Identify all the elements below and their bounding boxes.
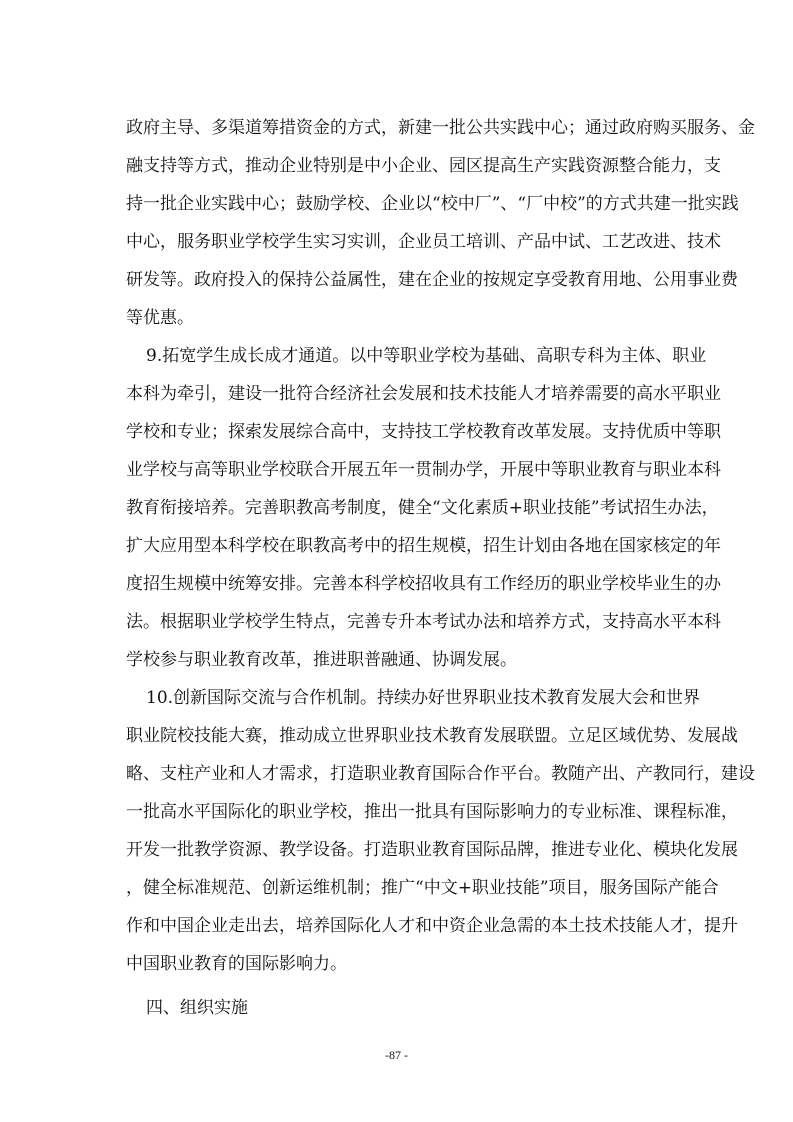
paragraph-3-line-4: 一批高水平国际化的职业学校，推出一批具有国际影响力的专业标准、课程标准， bbox=[126, 802, 738, 822]
paragraph-1-line-6: 等优惠。 bbox=[126, 308, 194, 328]
paragraph-2-line-8: 法。根据职业学校学生特点，完善专升本考试办法和培养方式，支持高水平本科 bbox=[126, 612, 721, 632]
paragraph-1-line-3: 持一批企业实践中心；鼓励学校、企业以“校中厂”、“厂中校”的方式共建一批实践 bbox=[126, 194, 739, 214]
paragraph-3-line-7: 作和中国企业走出去，培养国际化人才和中资企业急需的本土技术技能人才，提升 bbox=[126, 916, 738, 936]
paragraph-1-line-5: 研发等。政府投入的保持公益属性，建在企业的按规定享受教育用地、公用事业费 bbox=[126, 270, 738, 290]
paragraph-2-line-3: 学校和专业；探索发展综合高中，支持技工学校教育改革发展。支持优质中等职 bbox=[126, 422, 721, 442]
paragraph-2-line-6: 扩大应用型本科学校在职教高考中的招生规模，招生计划由各地在国家核定的年 bbox=[126, 536, 721, 556]
paragraph-2-line-1: 9.拓宽学生成长成才通道。以中等职业学校为基础、高职专科为主体、职业 bbox=[146, 346, 707, 366]
page-number: -87 - bbox=[385, 1048, 408, 1062]
paragraph-1-line-2: 融支持等方式，推动企业特别是中小企业、园区提高生产实践资源整合能力，支 bbox=[126, 156, 721, 176]
paragraph-3-line-3: 略、支柱产业和人才需求，打造职业教育国际合作平台。教随产出、产教同行，建设 bbox=[126, 764, 755, 784]
paragraph-1-line-1: 政府主导、多渠道筹措资金的方式，新建一批公共实践中心；通过政府购买服务、金 bbox=[126, 118, 755, 138]
paragraph-2-line-5: 教育衔接培养。完善职教高考制度，健全“文化素质+职业技能”考试招生办法， bbox=[126, 498, 719, 518]
paragraph-3-line-2: 职业院校技能大赛，推动成立世界职业技术教育发展联盟。立足区域优势、发展战 bbox=[126, 726, 738, 746]
paragraph-2-line-4: 业学校与高等职业学校联合开展五年一贯制办学，开展中等职业教育与职业本科 bbox=[126, 460, 721, 480]
paragraph-3-line-5: 开发一批教学资源、教学设备。打造职业教育国际品牌，推进专业化、模块化发展 bbox=[126, 840, 738, 860]
paragraph-1-line-4: 中心，服务职业学校学生实习实训，企业员工培训、产品中试、工艺改进、技术 bbox=[126, 232, 721, 252]
section-heading: 四、组织实施 bbox=[146, 998, 248, 1018]
paragraph-2-line-9: 学校参与职业教育改革，推进职普融通、协调发展。 bbox=[126, 650, 517, 670]
paragraph-2-line-2: 本科为牵引，建设一批符合经济社会发展和技术技能人才培养需要的高水平职业 bbox=[126, 384, 721, 404]
paragraph-2-line-7: 度招生规模中统筹安排。完善本科学校招收具有工作经历的职业学校毕业生的办 bbox=[126, 574, 721, 594]
paragraph-3-line-6: ，健全标准规范、创新运维机制；推广“中文+职业技能”项目，服务国际产能合 bbox=[126, 878, 719, 898]
paragraph-3-line-8: 中国职业教育的国际影响力。 bbox=[126, 954, 347, 974]
paragraph-3-line-1: 10.创新国际交流与合作机制。持续办好世界职业技术教育发展大会和世界 bbox=[146, 688, 701, 708]
